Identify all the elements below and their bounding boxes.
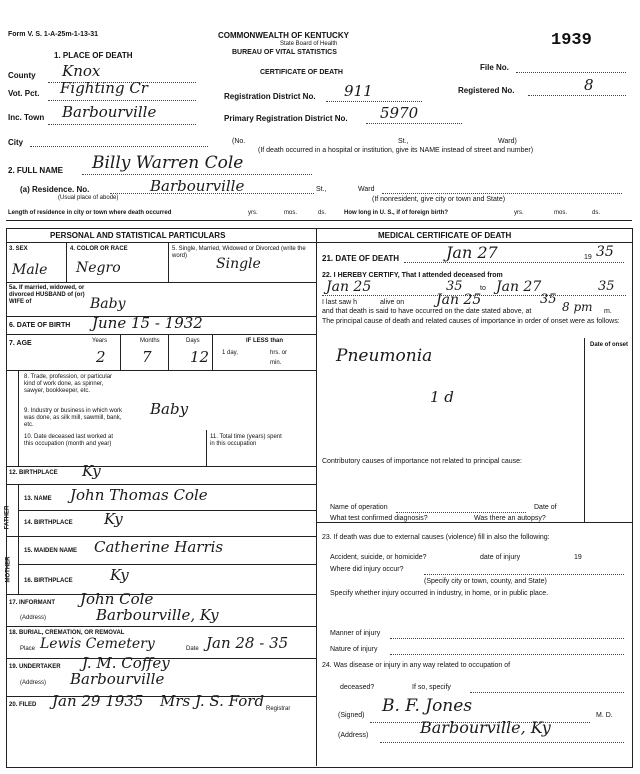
color-label: 4. COLOR OR RACE bbox=[70, 246, 128, 252]
medical-heading: MEDICAL CERTIFICATE OF DEATH bbox=[378, 231, 512, 240]
industry-label: 9. Industry or business in which work was done, as silk mill, sawmill, bank, etc. bbox=[24, 408, 123, 428]
date-of-death-label: 21. DATE OF DEATH bbox=[322, 254, 400, 263]
days-label: Days bbox=[186, 338, 200, 344]
city-st-label: St., bbox=[398, 138, 409, 145]
injury-date-label: date of injury bbox=[480, 554, 521, 561]
personal-heading: PERSONAL AND STATISTICAL PARTICULARS bbox=[50, 231, 226, 240]
deceased-label: deceased? bbox=[340, 684, 375, 691]
registered-no-label: Registered No. bbox=[458, 86, 515, 95]
yrs-label: yrs. bbox=[248, 210, 258, 216]
hrs-label: hrs. or bbox=[270, 350, 288, 356]
registration-district-label: Registration District No. bbox=[224, 92, 316, 101]
mother-maiden-value: Catherine Harris bbox=[94, 538, 224, 556]
operation-label: Name of operation bbox=[330, 504, 388, 511]
length-residence-label: Length of residence in city or town where death occurred bbox=[8, 210, 172, 216]
q24-label: 24. Was disease or injury in any way related to occupation of bbox=[322, 662, 511, 669]
father-name-label: 13. NAME bbox=[24, 496, 52, 502]
undertaker-value: J. M. Coffey bbox=[82, 654, 170, 672]
death-year-prefix: 19 bbox=[584, 254, 592, 261]
years-label: Years bbox=[92, 338, 108, 344]
contributory-label: Contributory causes of importance not related to principal cause: bbox=[322, 458, 522, 465]
months-label: Months bbox=[140, 338, 160, 344]
total-time-label: 11. Total time (years) spent in this occupation bbox=[210, 434, 282, 447]
birthplace-value: Ky bbox=[82, 462, 101, 480]
specify-industry-label: Specify whether injury occurred in industry, in home, or in public place. bbox=[330, 590, 549, 597]
state-board: State Board of Health bbox=[280, 41, 338, 47]
undertaker-address-label: (Address) bbox=[20, 680, 47, 686]
less-than-label: IF LESS than bbox=[246, 338, 284, 344]
father-name-value: John Thomas Cole bbox=[70, 486, 208, 504]
accident-label: Accident, suicide, or homicide? bbox=[330, 554, 427, 561]
if-so-label: If so, specify bbox=[412, 684, 451, 691]
place-of-death-heading: 1. PLACE OF DEATH bbox=[54, 51, 133, 60]
sex-label: 3. SEX bbox=[9, 246, 28, 252]
hospital-note: (If death occurred in a hospital or institution, give its NAME instead of street and number) bbox=[258, 147, 534, 154]
primary-registration-value: 5970 bbox=[380, 104, 419, 122]
burial-date-value: Jan 28 - 35 bbox=[206, 634, 289, 652]
last-saw-label: I last saw h bbox=[322, 299, 358, 306]
residence-ward-label: Ward bbox=[358, 186, 375, 193]
full-name-value: Billy Warren Cole bbox=[92, 153, 244, 173]
registrar-label: Registrar bbox=[266, 706, 291, 712]
sex-value: Male bbox=[12, 262, 48, 278]
inc-town-label: Inc. Town bbox=[8, 113, 45, 122]
death-occur-label: and that death is said to have occurred on the date stated above, at bbox=[322, 308, 532, 315]
yrs-label-2: yrs. bbox=[514, 210, 524, 216]
burial-place-label: Place bbox=[20, 646, 36, 652]
bureau-title: BUREAU OF VITAL STATISTICS bbox=[232, 49, 337, 56]
ds-label-2: ds. bbox=[592, 210, 601, 216]
trade-label: 8. Trade, profession, or particular kind of work done, as spinner, sawyer, bookkeeper, etc. bbox=[24, 374, 113, 394]
informant-address-value: Barbourville, Ky bbox=[96, 606, 219, 624]
certificate-year: 1939 bbox=[551, 31, 592, 50]
operation-date-label: Date of bbox=[534, 504, 557, 511]
date-worked-label: 10. Date deceased last worked at this occupation (month and year) bbox=[24, 434, 114, 447]
residence-value: Barbourville bbox=[150, 177, 245, 195]
file-no-label: File No. bbox=[480, 63, 509, 72]
spouse-value: Baby bbox=[90, 296, 126, 312]
alive-on-label: alive on bbox=[380, 299, 405, 306]
nature-label: Nature of injury bbox=[330, 646, 378, 653]
md-label: M. D. bbox=[596, 712, 613, 719]
physician-address-label: (Address) bbox=[338, 732, 369, 739]
last-seen-value: Jan 25 bbox=[436, 292, 482, 308]
where-label: Where did injury occur? bbox=[330, 566, 404, 573]
city-ward-label: Ward) bbox=[498, 138, 517, 145]
informant-label: 17. INFORMANT bbox=[9, 600, 56, 606]
age-months: 7 bbox=[142, 348, 152, 366]
date-of-death-value: Jan 27 bbox=[446, 243, 498, 262]
manner-label: Manner of injury bbox=[330, 630, 381, 637]
attend-to-year: 35 bbox=[598, 279, 615, 294]
occupation-value: Baby bbox=[150, 400, 189, 418]
mother-side-label: MOTHER bbox=[5, 556, 12, 583]
informant-address-label: (Address) bbox=[20, 615, 47, 621]
death-time-value: 8 pm bbox=[562, 300, 593, 314]
how-long-label: How long in U. S., if of foreign birth? bbox=[344, 210, 448, 216]
birthplace-label: 12. BIRTHPLACE bbox=[9, 470, 58, 476]
commonwealth-title: COMMONWEALTH OF KENTUCKY bbox=[218, 31, 349, 40]
marital-label: 5. Single, Married, Widowed or Divorced (write the word) bbox=[172, 246, 306, 259]
city-label: City bbox=[8, 138, 24, 147]
mos-label-2: mos. bbox=[554, 210, 568, 216]
last-seen-year: 35 bbox=[540, 292, 557, 307]
city-no-label: (No. bbox=[232, 138, 246, 145]
column-divider bbox=[316, 228, 317, 766]
vot-pct-label: Vot. Pct. bbox=[8, 89, 40, 98]
external-label: 23. If death was due to external causes (violence) fill in also the following: bbox=[322, 534, 550, 541]
physician-address-value: Barbourville, Ky bbox=[420, 718, 551, 737]
certify-label: 22. I HEREBY CERTIFY, That I attended deceased from bbox=[322, 272, 503, 279]
age-label: 7. AGE bbox=[9, 340, 32, 347]
full-name-label: 2. FULL NAME bbox=[8, 166, 63, 175]
marital-value: Single bbox=[216, 256, 261, 272]
ds-label: ds. bbox=[318, 210, 327, 216]
mother-birthplace-value: Ky bbox=[110, 566, 129, 584]
color-value: Negro bbox=[76, 260, 121, 276]
age-days: 12 bbox=[190, 348, 210, 366]
specify-city-note: (Specify city or town, county, and State) bbox=[424, 578, 547, 585]
primary-registration-label: Primary Registration District No. bbox=[224, 114, 348, 123]
father-side-label: FATHER bbox=[4, 505, 11, 530]
mother-maiden-label: 15. MAIDEN NAME bbox=[24, 548, 78, 554]
certificate-title: CERTIFICATE OF DEATH bbox=[260, 69, 343, 76]
mos-label: mos. bbox=[284, 210, 298, 216]
usual-place-note: (Usual place of abode) bbox=[58, 195, 119, 201]
father-birthplace-label: 14. BIRTHPLACE bbox=[24, 520, 73, 526]
date-of-onset-label: Date of onset bbox=[590, 342, 629, 348]
filed-date-value: Jan 29 1935 bbox=[52, 692, 144, 710]
informant-value: John Cole bbox=[80, 590, 154, 608]
county-label: County bbox=[8, 71, 36, 80]
to-label: to bbox=[480, 285, 486, 292]
birth-date-label: 6. DATE OF BIRTH bbox=[9, 322, 71, 329]
burial-place-value: Lewis Cemetery bbox=[40, 636, 155, 652]
cause-duration-value: 1 d bbox=[430, 388, 454, 406]
spouse-label: 5a. If married, widowed, or divorced HUSBAND of (or) WIFE of bbox=[9, 285, 85, 305]
residence-st-label: St., bbox=[316, 186, 327, 193]
mother-birthplace-label: 16. BIRTHPLACE bbox=[24, 578, 73, 584]
nonresident-note: (If nonresident, give city or town and State) bbox=[372, 196, 506, 203]
age-years: 2 bbox=[96, 348, 106, 366]
diagnosis-label: What test confirmed diagnosis? bbox=[330, 515, 428, 522]
residence-label: (a) Residence. No. bbox=[20, 185, 90, 194]
undertaker-label: 19. UNDERTAKER bbox=[9, 664, 61, 670]
injury-year-label: 19 bbox=[574, 554, 582, 561]
min-label: min. bbox=[270, 360, 282, 366]
burial-date-label: Date bbox=[186, 646, 199, 652]
form-code: Form V. S. 1-A-25m-1-13-31 bbox=[8, 31, 98, 38]
filed-label: 20. FILED bbox=[9, 702, 37, 708]
death-year-value: 35 bbox=[596, 244, 614, 260]
vot-pct-value: Fighting Cr bbox=[60, 79, 148, 97]
birth-date-value: June 15 - 1932 bbox=[92, 314, 203, 332]
attend-from-year: 35 bbox=[446, 279, 463, 294]
burial-label: 18. BURIAL, CREMATION, OR REMOVAL bbox=[9, 630, 125, 636]
m-label: m. bbox=[604, 308, 612, 315]
father-birthplace-value: Ky bbox=[104, 510, 123, 528]
attend-from-value: Jan 25 bbox=[326, 279, 372, 295]
inc-town-value: Barbourville bbox=[62, 103, 157, 121]
registrar-value: Mrs J. S. Ford bbox=[160, 692, 265, 710]
cause-value: Pneumonia bbox=[336, 346, 433, 366]
registered-no-value: 8 bbox=[584, 76, 594, 94]
principal-cause-label: The principal cause of death and related causes of importance in order of onset were as follows: bbox=[322, 318, 620, 325]
occupation-side-label bbox=[0, 396, 1, 435]
physician-signature: B. F. Jones bbox=[382, 696, 473, 716]
autopsy-label: Was there an autopsy? bbox=[474, 515, 546, 522]
undertaker-address-value: Barbourville bbox=[70, 670, 165, 688]
one-day-label: 1 day, bbox=[222, 350, 238, 356]
signed-label: (Signed) bbox=[338, 712, 365, 719]
attend-to-value: Jan 27 bbox=[496, 279, 542, 295]
registration-district-value: 911 bbox=[344, 82, 373, 100]
county-value: Knox bbox=[62, 62, 101, 80]
